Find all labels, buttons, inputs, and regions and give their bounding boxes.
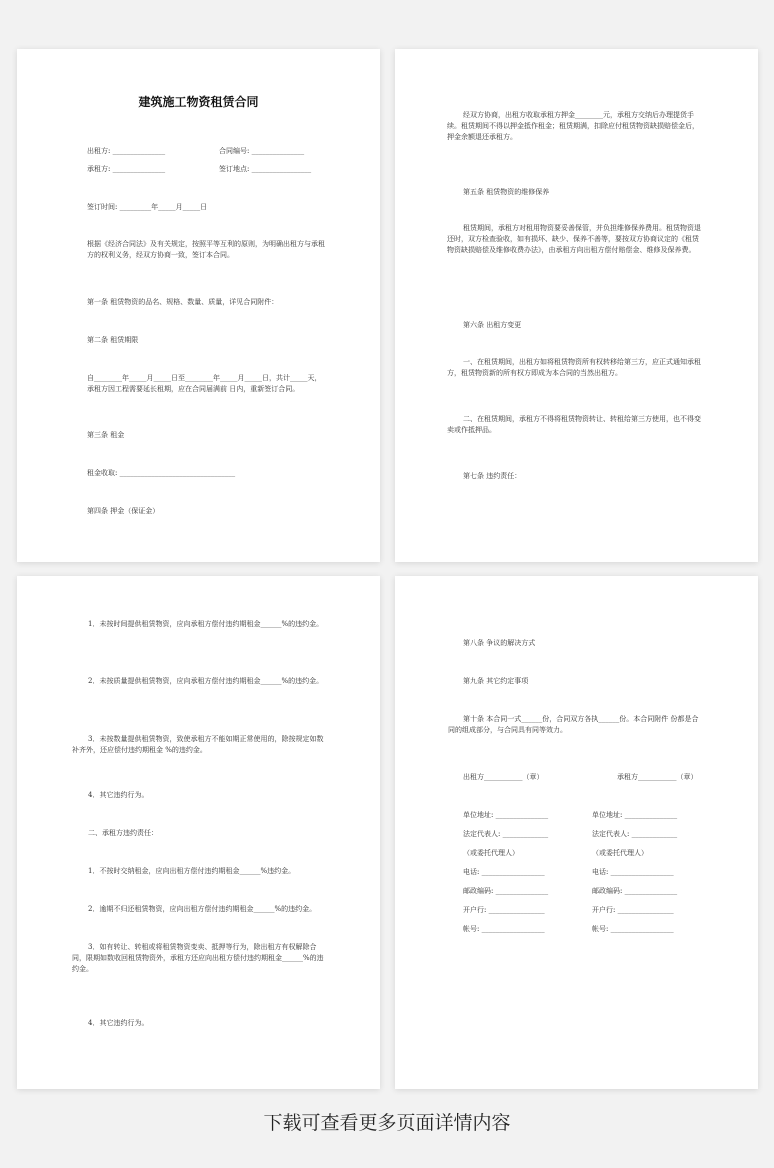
article-6-clause-1: 一、在租赁期间，出租方如将租赁物资所有权转移给第三方，应正式通知承租方，租赁物资新的所有权方即成为本合同的当然出租方。 (447, 358, 701, 377)
lessor-breach-1: 1．未按时间提供租赁物资，应向承租方偿付违约期租金______%的违约金。 (88, 620, 324, 628)
article-4-heading: 第四条 押金（保证金） (87, 507, 160, 515)
lessor-seal-line: 出租方___________（章） (463, 773, 544, 781)
lessee-legal-rep: 法定代表人: _____________ (592, 830, 678, 838)
preamble-text: 根据《经济合同法》及有关规定，按照平等互利的原则，为明确出租方与承租方的权利义务，经双方协商一致，签订本合同。 (87, 240, 325, 259)
lessor-phone: 电话: __________________ (463, 868, 545, 876)
lessor-postcode: 邮政编码: _______________ (463, 887, 549, 895)
lessee-field: 承租方: _______________ (87, 165, 166, 173)
lessee-breach-2: 2．逾期不归还租赁物资，应向出租方偿付违约期租金______%的违约金。 (88, 905, 317, 913)
lessee-postcode: 邮政编码: _______________ (592, 887, 678, 895)
article-1: 第一条 租赁物资的品名、规格、数量、质量，详见合同附件： (87, 298, 279, 306)
lessor-agent: （或委托代理人） (463, 849, 519, 857)
footer-caption: 下载可查看更多页面详情内容 (263, 1112, 511, 1134)
article-2-heading: 第二条 租赁期限 (87, 336, 139, 344)
article-5-heading: 第五条 租赁物资的维修保养 (463, 188, 550, 196)
rent-collection-field: 租金收取: _________________________________ (87, 469, 236, 477)
article-10-text: 第十条 本合同一式______份，合同双方各执______份。本合同附件 份都是合同的组成部分，与合同具有同等效力。 (448, 715, 699, 734)
lessee-account: 帐号: __________________ (592, 925, 674, 933)
lessor-address: 单位地址: _______________ (463, 811, 549, 819)
lessee-breach-4: 4．其它违约行为。 (88, 1019, 149, 1027)
article-7-heading: 第七条 违约责任： (463, 472, 522, 480)
signing-place-field: 签订地点: _________________ (219, 165, 312, 173)
lessee-address: 单位地址: _______________ (592, 811, 678, 819)
contract-page-3 (17, 576, 380, 1089)
lessee-breach-3: 3．如有转让、转租或将租赁物资变卖、抵押等行为，除出租方有权解除合同，限期如数收回租赁物资外，承租方还应向出租方偿付违约期租金______%的违约金。 (72, 943, 324, 973)
contract-page-1 (17, 49, 380, 562)
lessee-phone: 电话: __________________ (592, 868, 674, 876)
lessor-breach-2: 2．未按质量提供租赁物资，应向承租方偿付违约期租金______%的违约金。 (88, 677, 324, 685)
lessee-breach-1: 1．不按时交纳租金，应向出租方偿付违约期租金______%违约金。 (88, 867, 296, 875)
signing-time-field: 签订时间: _________年_____月_____日 (87, 203, 208, 211)
contract-number-field: 合同编号: _______________ (219, 147, 305, 155)
article-2-text: 自________年_____月_____日至________年_____月_____日，共计_____天，承租方因工程需要延长租期，应在合同届满前 日内，重新签订合同。 (87, 374, 322, 393)
contract-page-4 (395, 576, 758, 1089)
lessor-breach-4: 4．其它违约行为。 (88, 791, 149, 799)
lessee-agent: （或委托代理人） (592, 849, 648, 857)
lessor-breach-3: 3．未按数量提供租赁物资，致使承租方不能如期正常使用的，除按规定如数补齐外，还应偿付违约期租金 %的违约金。 (72, 735, 324, 754)
article-9-heading: 第九条 其它约定事项 (463, 677, 529, 685)
article-6-clause-2: 二、在租赁期间，承租方不得将租赁物资转让、转租给第三方使用，也不得变卖或作抵押品。 (447, 415, 701, 434)
lessor-account: 帐号: __________________ (463, 925, 545, 933)
article-5-text: 租赁期间，承租方对租用物资要妥善保管，并负担维修保养费用。租赁物资退还时，双方检查验收，如有损坏、缺少、保养不善等，要按双方协商议定的《租赁物资缺损赔偿及维修收费办法》，由承租方向出租方偿付赔偿金、维修及保养费。 (447, 224, 701, 254)
deposit-text: 经双方协商，出租方收取承租方押金________元，承租方交纳后办理提货手续。租赁期间不得以押金抵作租金；租赁期满，扣除应付租赁物资缺损赔偿金后，押金余额退还承租方。 (447, 111, 699, 141)
lessee-seal-line: 承租方___________（章） (617, 773, 698, 781)
article-8-heading: 第八条 争议的解决方式 (463, 639, 536, 647)
lessee-bank: 开户行: ________________ (592, 906, 674, 914)
contract-title: 建筑施工物资租赁合同 (138, 95, 259, 109)
lessor-legal-rep: 法定代表人: _____________ (463, 830, 549, 838)
article-6-heading: 第六条 出租方变更 (463, 321, 522, 329)
contract-page-2 (395, 49, 758, 562)
lessee-breach-heading: 二、承租方违约责任： (88, 829, 158, 837)
lessor-field: 出租方: _______________ (87, 147, 166, 155)
article-3-heading: 第三条 租金 (87, 431, 125, 439)
lessor-bank: 开户行: ________________ (463, 906, 545, 914)
